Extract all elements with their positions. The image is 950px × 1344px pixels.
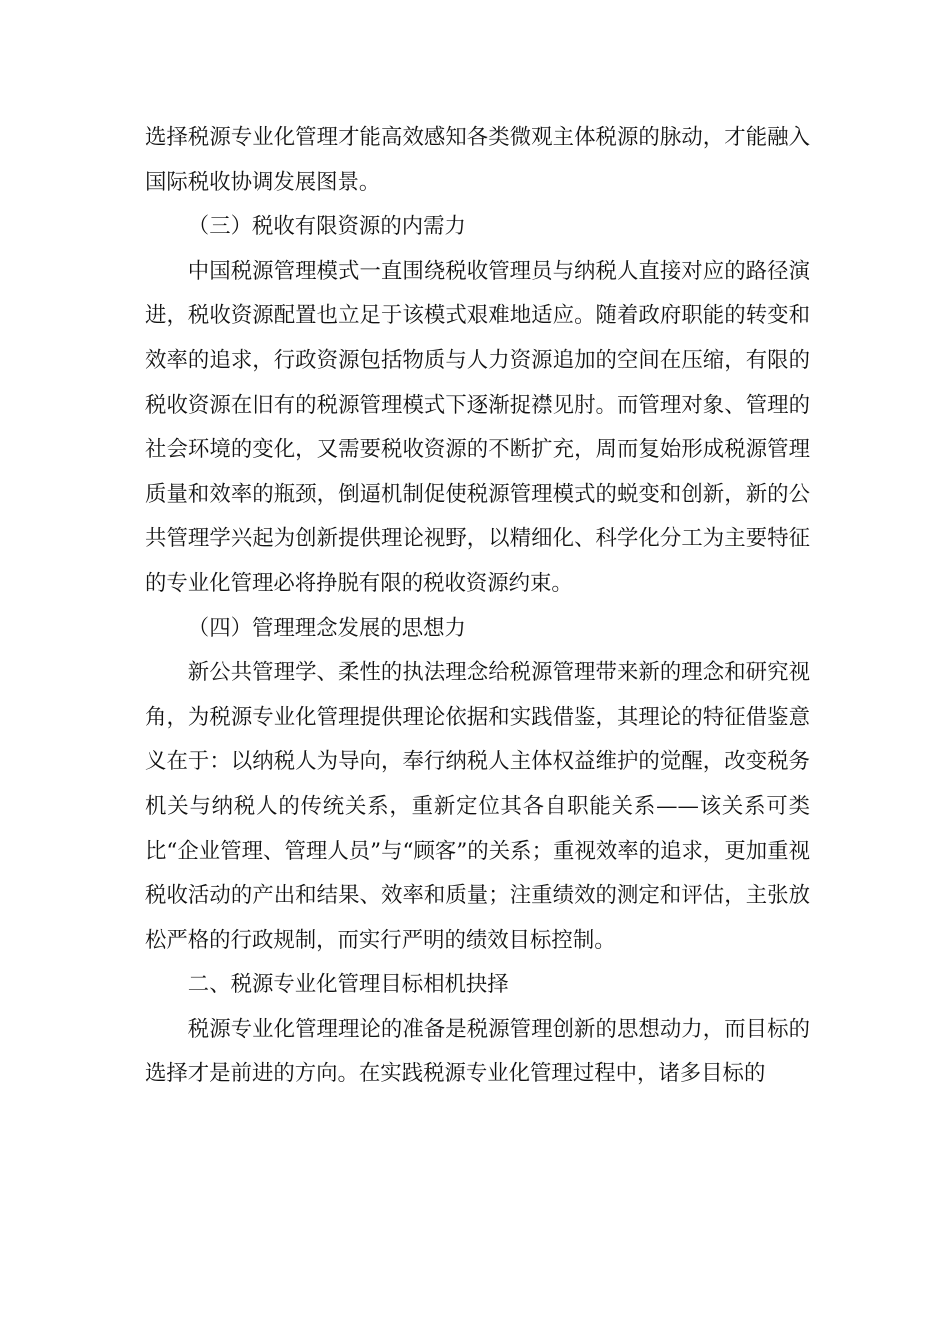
section-heading-four: （四）管理理念发展的思想力 bbox=[187, 615, 466, 641]
section-heading-two: 二、税源专业化管理目标相机抉择 bbox=[187, 972, 509, 998]
section-heading-three: （三）税收有限资源的内需力 bbox=[187, 214, 466, 240]
paragraph-management-philosophy: 新公共管理学、柔性的执法理念给税源管理带来新的理念和研究视角，为税源专业化管理提供理论依据和实践借鉴，其理论的特征借鉴意义在于：以纳税人为导向，奉行纳税人主体权益维护的觉醒，改变税务机关与纳税人的传统关系，重新定位其各自职能关系——该关系可类比“企业管理、管理人员”与“顾客”的关系；重视效率的追求，更加重视税收活动的产出和结果、效率和质量；注重绩效的测定和评估，主张放松严格的行政规制，而实行严明的绩效目标控制。 bbox=[145, 660, 810, 953]
paragraph-continuation: 选择税源专业化管理才能高效感知各类微观主体税源的脉动，才能融入国际税收协调发展图景。 bbox=[145, 125, 810, 195]
paragraph-goal-selection: 税源专业化管理理论的准备是税源管理创新的思想动力，而目标的选择才是前进的方向。在实践税源专业化管理过程中，诸多目标的 bbox=[145, 1016, 810, 1087]
document-body bbox=[145, 116, 810, 1097]
paragraph-tax-resources: 中国税源管理模式一直围绕税收管理员与纳税人直接对应的路径演进，税收资源配置也立足于该模式艰难地适应。随着政府职能的转变和效率的追求，行政资源包括物质与人力资源追加的空间在压缩，有限的税收资源在旧有的税源管理模式下逐渐捉襟见肘。而管理对象、管理的社会环境的变化，又需要税收资源的不断扩充，周而复始形成税源管理质量和效率的瓶颈，倒逼机制促使税源管理模式的蜕变和创新，新的公共管理学兴起为创新提供理论视野，以精细化、科学化分工为主要特征的专业化管理必将挣脱有限的税收资源约束。 bbox=[145, 258, 810, 596]
